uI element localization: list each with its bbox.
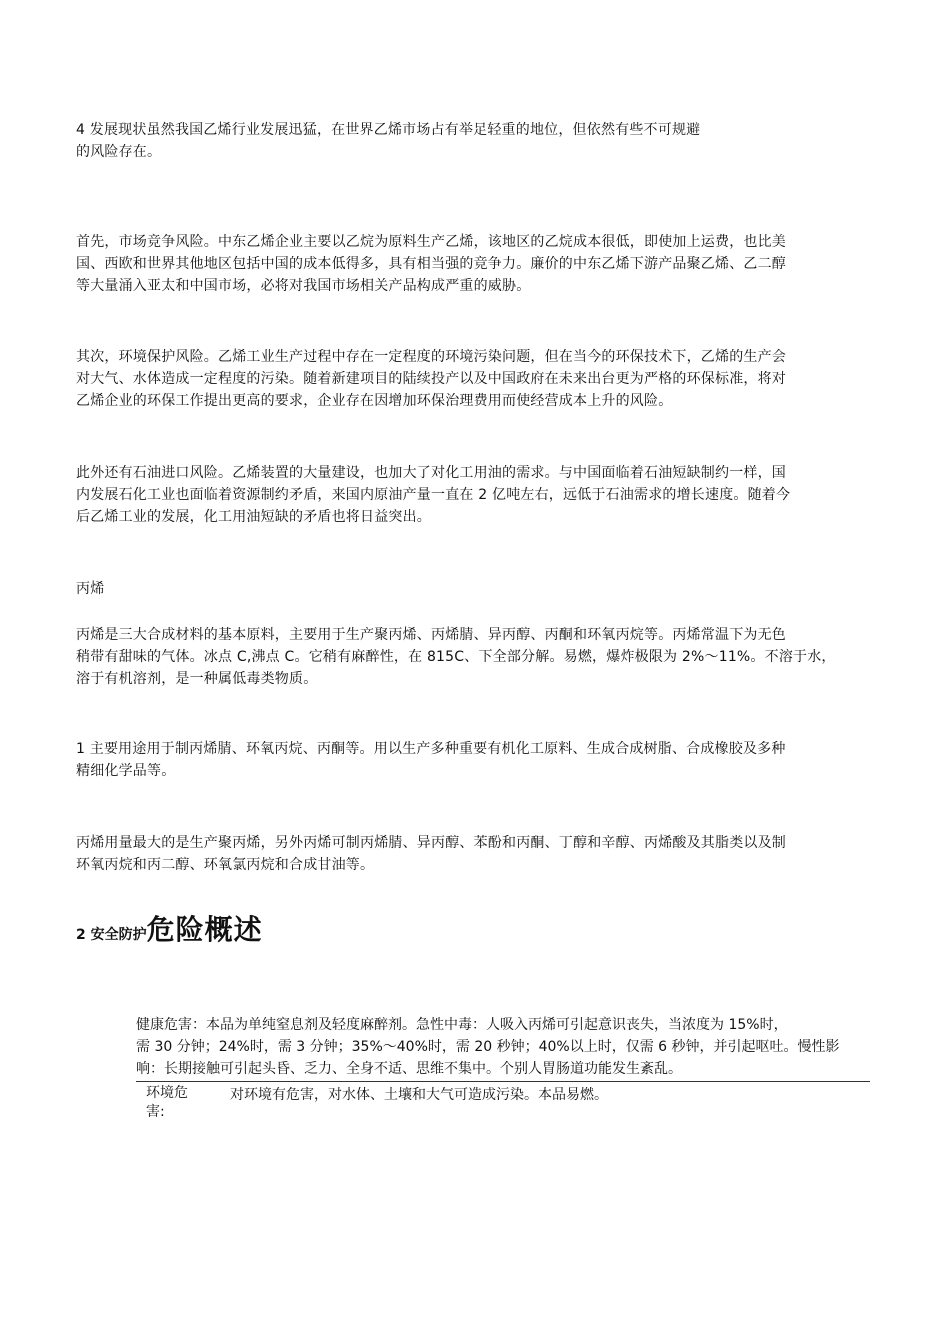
propylene-subtitle: 丙烯 [76,581,105,597]
section-heading-title: 危险概述 [146,913,263,946]
propylene-description-paragraph: 丙烯是三大合成材料的基本原料，主要用于生产聚丙烯、丙烯腈、异丙醇、丙酮和环氧丙烷等。丙烯常温下为无色 稍带有甜味的气体。冰点 C,沸点 C。它稍有麻醉性，在 815C、下全部分解。易燃，爆炸极限为 2%〜11%。不溶于水， 溶于有机溶剂，是一种属低毒类物质。 [76,627,836,687]
oil-import-risk-paragraph: 此外还有石油进口风险。乙烯装置的大量建设，也加大了对化工用油的需求。与中国面临着石油短缺制约一样，国 内发展石化工业也面临着资源制约矛盾，来国内原油产量一直在 2 亿吨左右，远低于石油需求的增长速度。随着今 后乙烯工业的发展，化工用油短缺的矛盾也将日益突出。 [76,465,791,525]
table-divider [136,1081,870,1082]
section-heading [76,908,263,948]
development-status-paragraph: 4 发展现状虽然我国乙烯行业发展迅猛，在世界乙烯市场占有举足轻重的地位，但依然有些不可规避 的风险存在。 [76,122,701,160]
section-heading-prefix: 2 安全防护 [76,927,147,943]
environmental-hazard-label: 环境危 害: [146,1085,188,1120]
health-hazard-paragraph: 健康危害：本品为单纯窒息剂及轻度麻醉剂。急性中毒：人吸入丙烯可引起意识丧失，当浓度为 15%时， 需 30 分钟；24%时，需 3 分钟；35%〜40%时，需 20 秒钟；40%以上时，仅需 6 秒钟，并引起呕吐。慢性影 响：长期接触可引起头昏、乏力、全身不适、思维不集中。个别人胃肠道功能发生紊乱。 [136,1017,840,1077]
environmental-protection-risk-paragraph: 其次，环境保护风险。乙烯工业生产过程中存在一定程度的环境污染问题，但在当今的环保技术下，乙烯的生产会 对大气、水体造成一定程度的污染。随着新建项目的陆续投产以及中国政府在未来出台更为严格的环保标准，将对 乙烯企业的环保工作提出更高的要求，企业存在因增加环保治理费用而使经营成本上升的风险。 [76,349,786,409]
market-competition-risk-paragraph: 首先，市场竞争风险。中东乙烯企业主要以乙烷为原料生产乙烯，该地区的乙烷成本很低，即使加上运费，也比美 国、西欧和世界其他地区包括中国的成本低得多，具有相当强的竞争力。廉价的中东乙烯下游产品聚乙烯、乙二醇 等大量涌入亚太和中国市场，必将对我国市场相关产品构成严重的威胁。 [76,234,786,294]
main-uses-paragraph: 1 主要用途用于制丙烯腈、环氧丙烷、丙酮等。用以生产多种重要有机化工原料、生成合成树脂、合成橡胶及多种 精细化学品等。 [76,741,786,779]
propylene-usage-paragraph: 丙烯用量最大的是生产聚丙烯，另外丙烯可制丙烯腈、异丙醇、苯酚和丙酮、丁醇和辛醇、丙烯酸及其脂类以及制 环氧丙烷和丙二醇、环氧氯丙烷和合成甘油等。 [76,835,786,873]
environmental-hazard-value: 对环境有危害，对水体、土壤和大气可造成污染。本品易燃。 [230,1087,608,1103]
